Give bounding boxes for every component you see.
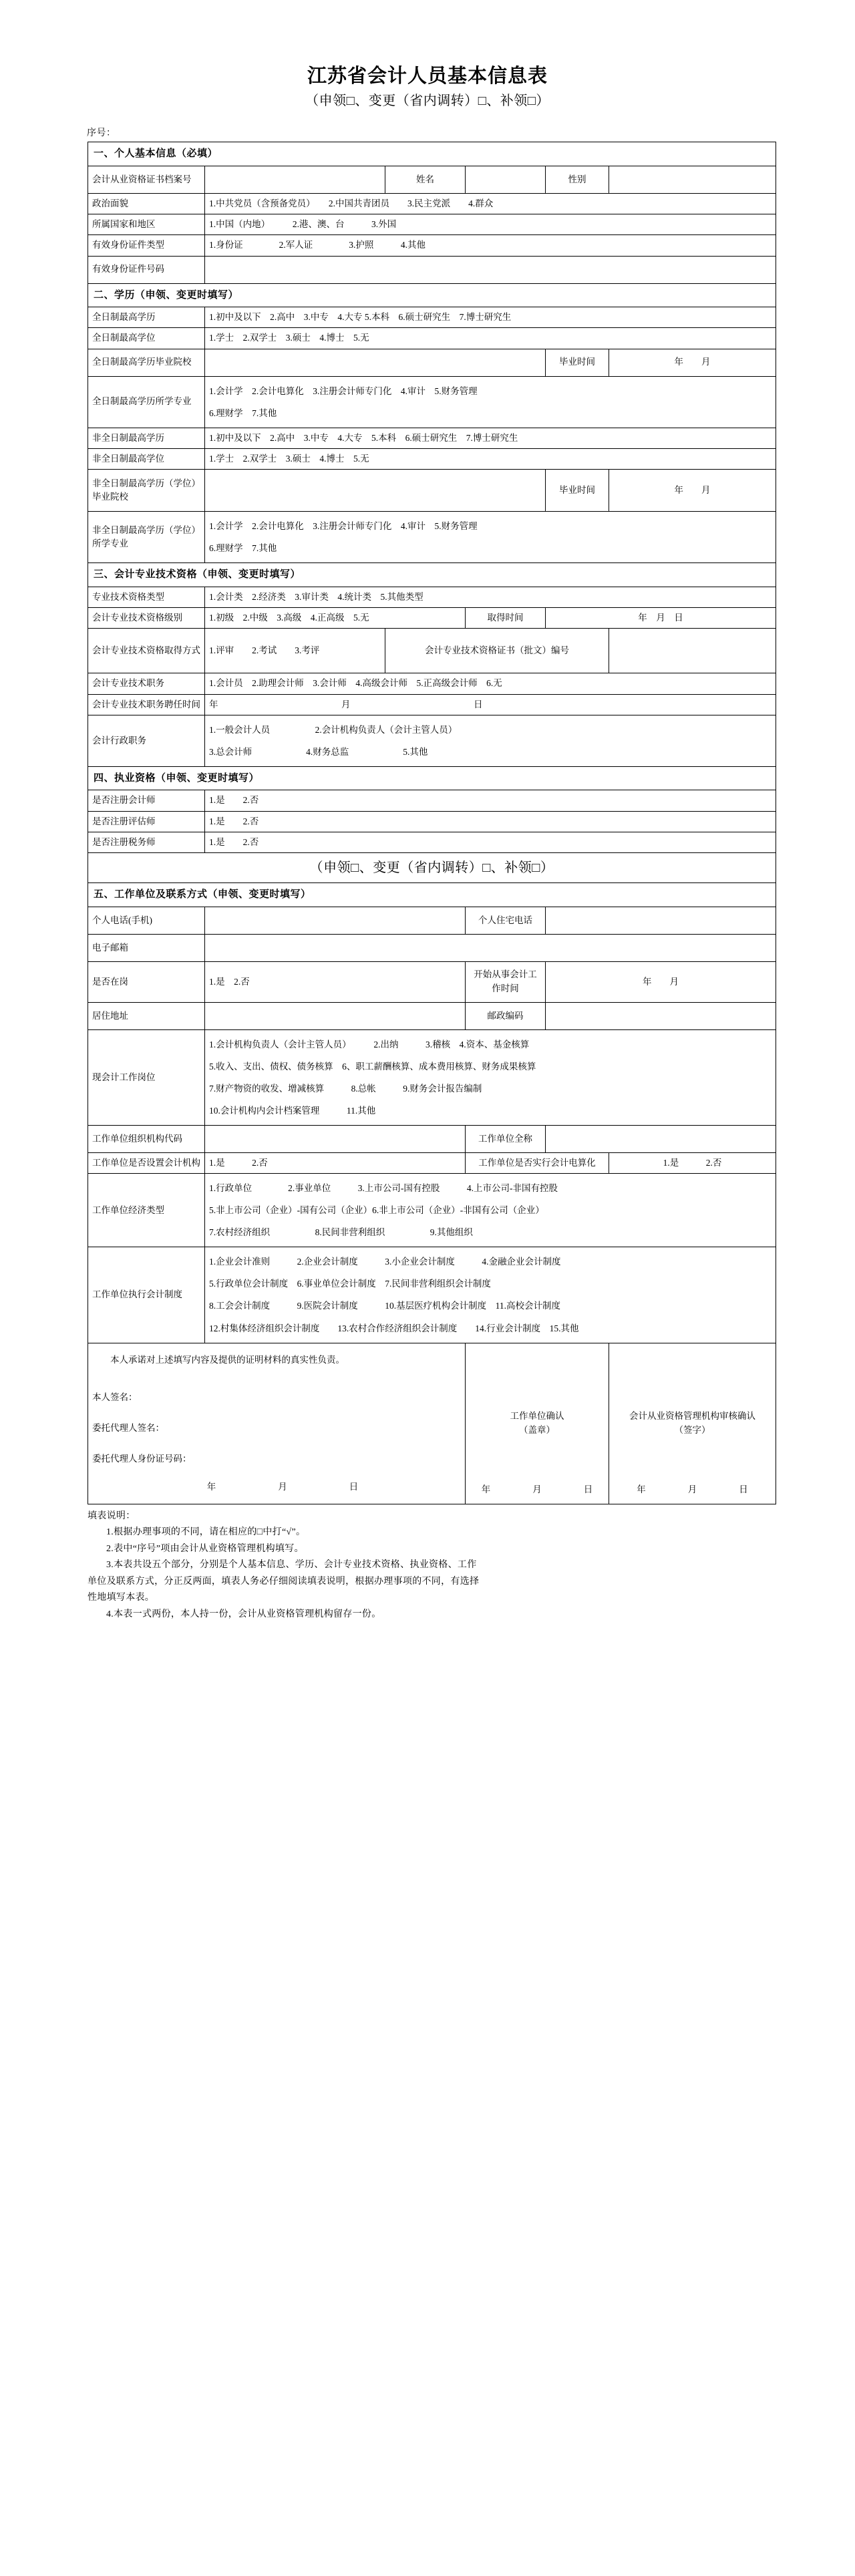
admin-post-label: 会计行政职务 — [88, 715, 205, 766]
start-work-time-label: 开始从事会计工作时间 — [466, 961, 546, 1002]
section-3-heading-row — [88, 563, 776, 587]
computerized-label: 工作单位是否实行会计电算化 — [466, 1152, 609, 1173]
obtain-time-label: 取得时间 — [466, 608, 546, 629]
country-region-label: 所属国家和地区 — [88, 214, 205, 235]
archive-no-label: 会计从业资格证书档案号 — [88, 166, 205, 193]
instruction-item-3: 3.本表共设五个部分，分别是个人基本信息、学历、会计专业技术资格、执业资格、工作 — [106, 1560, 477, 1571]
section-5-heading: 五、工作单位及联系方式（申领、变更时填写） — [88, 883, 776, 907]
fulltime-education-label: 全日制最高学历 — [88, 307, 205, 328]
section-1-heading-row — [88, 142, 776, 166]
row-obtain-method — [88, 629, 776, 673]
archive-no-input[interactable] — [205, 166, 385, 193]
cpa-label: 是否注册会计师 — [88, 790, 205, 811]
instruction-item-4: 4.本表一式两份，本人持一份，会计从业资格管理机构留存一份。 — [106, 1609, 381, 1619]
mobile-phone-input[interactable] — [205, 907, 466, 934]
section-2-heading: 二、学历（申领、变更时填写） — [88, 283, 776, 307]
current-post-options-line1: 1.会计机构负责人（会计主管人员） 2.出纳 3.稽核 4.资本、基金核算 — [209, 1039, 530, 1050]
row-political-status — [88, 193, 776, 214]
graduation-time-label: 毕业时间 — [546, 349, 609, 376]
has-accounting-org-label: 工作单位是否设置会计机构 — [88, 1152, 205, 1173]
cpa-options[interactable]: 1.是 2.否 — [205, 790, 776, 811]
org-code-input[interactable] — [205, 1125, 466, 1152]
authority-confirm-date[interactable]: 年 月 日 — [637, 1484, 756, 1495]
technical-post-label: 会计专业技术职务 — [88, 673, 205, 694]
org-code-label: 工作单位组织机构代码 — [88, 1125, 205, 1152]
accounting-system-label: 工作单位执行会计制度 — [88, 1247, 205, 1343]
economic-type-options-line2: 5.非上市公司（企业）-国有公司（企业）6.非上市公司（企业）-非国有公司（企业） — [209, 1205, 544, 1216]
agent-signature-label[interactable]: 委托代理人签名： — [92, 1422, 164, 1433]
row-fulltime-education — [88, 307, 776, 328]
row-archive-no — [88, 166, 776, 193]
bottom-whitespace — [0, 1623, 855, 2130]
instruction-item-2: 2.表中“序号”项由会计从业资格管理机构填写。 — [106, 1543, 304, 1554]
main-form-table — [88, 142, 776, 1504]
page-title: 江苏省会计人员基本信息表 — [307, 65, 548, 87]
appraiser-options[interactable]: 1.是 2.否 — [205, 811, 776, 832]
row-email — [88, 934, 776, 961]
applicant-declaration-cell — [88, 1343, 466, 1504]
id-type-options[interactable]: 1.身份证 2.军人证 3.护照 4.其他 — [205, 235, 776, 256]
section-4-heading-row — [88, 766, 776, 790]
fulltime-major-label: 全日制最高学历所学专业 — [88, 376, 205, 428]
admin-post-options-line1: 1.一般会计人员 2.会计机构负责人（会计主管人员） — [209, 724, 458, 735]
row-accounting-system — [88, 1247, 776, 1343]
section-1-heading: 一、个人基本信息（必填） — [88, 142, 776, 166]
postcode-label: 邮政编码 — [466, 1002, 546, 1029]
employer-confirm-date[interactable]: 年 月 日 — [481, 1484, 601, 1495]
serial-number-label: 序号： — [87, 128, 116, 139]
row-parttime-education — [88, 428, 776, 448]
row-signature-block — [88, 1343, 776, 1504]
gender-input[interactable] — [609, 166, 776, 193]
parttime-education-options[interactable]: 1.初中及以下 2.高中 3.中专 4.大专 5.本科 6.硕士研究生 7.博士研究生 — [205, 428, 776, 448]
row-fulltime-school — [88, 349, 776, 376]
row-id-number — [88, 256, 776, 283]
instruction-item-3-cont1: 单位及联系方式，分正反两面，填表人务必仔细阅读填表说明，根据办理事项的不同，有选择 — [88, 1576, 480, 1587]
authority-confirm-cell[interactable] — [609, 1343, 776, 1504]
computerized-options[interactable]: 1.是 2.否 — [609, 1152, 776, 1173]
fulltime-degree-options[interactable]: 1.学士 2.双学士 3.硕士 4.博士 5.无 — [205, 328, 776, 349]
home-phone-input[interactable] — [546, 907, 776, 934]
parttime-graduation-time-label: 毕业时间 — [546, 470, 609, 512]
section-4-heading: 四、执业资格（申领、变更时填写） — [88, 766, 776, 790]
mid-page-header-row — [88, 853, 776, 883]
section-2-heading-row — [88, 283, 776, 307]
political-status-label: 政治面貌 — [88, 193, 205, 214]
gender-label: 性别 — [546, 166, 609, 193]
parttime-school-input[interactable] — [205, 470, 546, 512]
has-accounting-org-options[interactable]: 1.是 2.否 — [205, 1152, 466, 1173]
economic-type-options-line3: 7.农村经济组织 8.民间非营利组织 9.其他组织 — [209, 1227, 473, 1238]
start-work-time-input[interactable]: 年 月 — [546, 961, 776, 1002]
instructions-heading: 填表说明： — [88, 1510, 136, 1521]
row-qualification-level — [88, 608, 776, 629]
row-current-post — [88, 1029, 776, 1125]
obtain-method-options[interactable]: 1.评审 2.考试 3.考评 — [205, 629, 385, 673]
current-post-options-line4: 10.会计机构内会计档案管理 11.其他 — [209, 1105, 376, 1116]
residence-address-input[interactable] — [205, 1002, 466, 1029]
qualification-level-options[interactable]: 1.初级 2.中级 3.高级 4.正高级 5.无 — [205, 608, 466, 629]
obtain-method-label: 会计专业技术资格取得方式 — [88, 629, 205, 673]
title-block — [0, 0, 855, 111]
row-parttime-major — [88, 512, 776, 563]
on-post-options[interactable]: 1.是 2.否 — [205, 961, 466, 1002]
org-name-label: 工作单位全称 — [466, 1125, 546, 1152]
certificate-no-input[interactable] — [609, 629, 776, 673]
current-post-options-line3: 7.财产物资的收发、增减核算 8.总帐 9.财务会计报告编制 — [209, 1083, 482, 1094]
home-phone-label: 个人住宅电话 — [466, 907, 546, 934]
employer-confirm-sub: （盖章） — [519, 1424, 555, 1435]
id-type-label: 有效身份证件类型 — [88, 235, 205, 256]
mid-page-header: （申领□、变更（省内调转）□、补领□） — [88, 853, 776, 883]
row-appointment-time — [88, 694, 776, 715]
parttime-major-options[interactable] — [205, 512, 776, 563]
appointment-time-input[interactable]: 年 月 日 — [205, 694, 776, 715]
parttime-graduation-time-input[interactable]: 年 月 — [609, 470, 776, 512]
row-technical-post — [88, 673, 776, 694]
row-appraiser — [88, 811, 776, 832]
accounting-system-options-line1: 1.企业会计准则 2.企业会计制度 3.小企业会计制度 4.金融企业会计制度 — [209, 1257, 561, 1267]
parttime-degree-label: 非全日制最高学位 — [88, 448, 205, 469]
row-admin-post — [88, 715, 776, 766]
page-subtitle: （申领□、变更（省内调转）□、补领□） — [305, 94, 550, 109]
appointment-time-label: 会计专业技术职务聘任时间 — [88, 694, 205, 715]
fulltime-education-options[interactable]: 1.初中及以下 2.高中 3.中专 4.大专 5.本科 6.硕士研究生 7.博士研究生 — [205, 307, 776, 328]
row-fulltime-major — [88, 376, 776, 428]
qualification-type-label: 专业技术资格类型 — [88, 587, 205, 607]
employer-confirm-label: 工作单位确认 — [510, 1411, 564, 1422]
form-instructions — [88, 1508, 776, 1623]
org-name-input[interactable] — [546, 1125, 776, 1152]
section-3-heading: 三、会计专业技术资格（申领、变更时填写） — [88, 563, 776, 587]
parttime-education-label: 非全日制最高学历 — [88, 428, 205, 448]
authority-confirm-label: 会计从业资格管理机构审核确认 — [629, 1411, 756, 1422]
fulltime-school-label: 全日制最高学历毕业院校 — [88, 349, 205, 376]
row-on-post — [88, 961, 776, 1002]
parttime-major-options-line1: 1.会计学 2.会计电算化 3.注册会计师专门化 4.审计 5.财务管理 — [209, 521, 478, 532]
row-cpa — [88, 790, 776, 811]
promise-text: 本人承诺对上述填写内容及提供的证明材料的真实性负责。 — [110, 1354, 345, 1365]
parttime-major-options-line2: 6.理财学 7.其他 — [209, 543, 277, 554]
self-signature-label[interactable]: 本人签名： — [92, 1392, 138, 1402]
row-fulltime-degree — [88, 328, 776, 349]
instruction-item-3-cont2: 性地填写本表。 — [88, 1593, 155, 1603]
economic-type-label: 工作单位经济类型 — [88, 1174, 205, 1247]
instruction-item-1: 1.根据办理事项的不同，请在相应的□中打“√”。 — [106, 1527, 306, 1538]
admin-post-options[interactable] — [205, 715, 776, 766]
row-residence-address — [88, 1002, 776, 1029]
country-region-options[interactable]: 1.中国（内地） 2.港、澳、台 3.外国 — [205, 214, 776, 235]
row-country-region — [88, 214, 776, 235]
graduation-time-input[interactable]: 年 月 — [609, 349, 776, 376]
parttime-school-label: 非全日制最高学历（学位）毕业院校 — [88, 470, 205, 512]
row-has-accounting-org — [88, 1152, 776, 1173]
on-post-label: 是否在岗 — [88, 961, 205, 1002]
qualification-type-options[interactable]: 1.会计类 2.经济类 3.审计类 4.统计类 5.其他类型 — [205, 587, 776, 607]
obtain-time-input[interactable]: 年 月 日 — [546, 608, 776, 629]
appraiser-label: 是否注册评估师 — [88, 811, 205, 832]
email-input[interactable] — [205, 934, 776, 961]
row-economic-type — [88, 1174, 776, 1247]
economic-type-options[interactable] — [205, 1174, 776, 1247]
name-label: 姓名 — [385, 166, 466, 193]
current-post-options[interactable] — [205, 1029, 776, 1125]
employer-confirm-cell[interactable] — [466, 1343, 609, 1504]
accounting-system-options-line2: 5.行政单位会计制度 6.事业单位会计制度 7.民间非营利组织会计制度 — [209, 1279, 491, 1289]
name-input[interactable] — [466, 166, 546, 193]
postcode-input[interactable] — [546, 1002, 776, 1029]
row-id-type — [88, 235, 776, 256]
row-org-code — [88, 1125, 776, 1152]
fulltime-school-input[interactable] — [205, 349, 546, 376]
section-5-heading-row — [88, 883, 776, 907]
current-post-options-line2: 5.收入、支出、债权、债务核算 6、职工薪酬核算、成本费用核算、财务成果核算 — [209, 1061, 536, 1072]
row-qualification-type — [88, 587, 776, 607]
self-signature-date[interactable]: 年 月 日 — [206, 1482, 373, 1492]
certificate-no-label: 会计专业技术资格证书（批文）编号 — [385, 629, 609, 673]
accounting-system-options-line4: 12.村集体经济组织会计制度 13.农村合作经济组织会计制度 14.行业会计制度 15.其他 — [209, 1323, 579, 1333]
email-label: 电子邮箱 — [88, 934, 205, 961]
residence-address-label: 居住地址 — [88, 1002, 205, 1029]
admin-post-options-line2: 3.总会计师 4.财务总监 5.其他 — [209, 746, 428, 757]
row-parttime-school — [88, 470, 776, 512]
technical-post-options[interactable]: 1.会计员 2.助理会计师 3.会计师 4.高级会计师 5.正高级会计师 6.无 — [205, 673, 776, 694]
economic-type-options-line1: 1.行政单位 2.事业单位 3.上市公司-国有控股 4.上市公司-非国有控股 — [209, 1183, 558, 1194]
accounting-system-options[interactable] — [205, 1247, 776, 1343]
fulltime-major-options-line2: 6.理财学 7.其他 — [209, 408, 277, 418]
tax-agent-label: 是否注册税务师 — [88, 832, 205, 852]
agent-id-label[interactable]: 委托代理人身份证号码： — [92, 1454, 192, 1464]
accounting-system-options-line3: 8.工会会计制度 9.医院会计制度 10.基层医疗机构会计制度 11.高校会计制度 — [209, 1301, 560, 1311]
qualification-level-label: 会计专业技术资格级别 — [88, 608, 205, 629]
row-tax-agent — [88, 832, 776, 852]
fulltime-major-options-line1: 1.会计学 2.会计电算化 3.注册会计师专门化 4.审计 5.财务管理 — [209, 385, 478, 396]
authority-confirm-sub: （签字） — [674, 1424, 711, 1435]
row-mobile-phone — [88, 907, 776, 934]
tax-agent-options[interactable]: 1.是 2.否 — [205, 832, 776, 852]
row-parttime-degree — [88, 448, 776, 469]
fulltime-degree-label: 全日制最高学位 — [88, 328, 205, 349]
mobile-phone-label: 个人电话(手机) — [88, 907, 205, 934]
id-number-label: 有效身份证件号码 — [88, 256, 205, 283]
id-number-input[interactable] — [205, 256, 776, 283]
current-post-label: 现会计工作岗位 — [88, 1029, 205, 1125]
parttime-major-label: 非全日制最高学历（学位）所学专业 — [88, 512, 205, 563]
fulltime-major-options[interactable] — [205, 376, 776, 428]
parttime-degree-options[interactable]: 1.学士 2.双学士 3.硕士 4.博士 5.无 — [205, 448, 776, 469]
political-status-options[interactable]: 1.中共党员（含预备党员） 2.中国共青团员 3.民主党派 4.群众 — [205, 193, 776, 214]
